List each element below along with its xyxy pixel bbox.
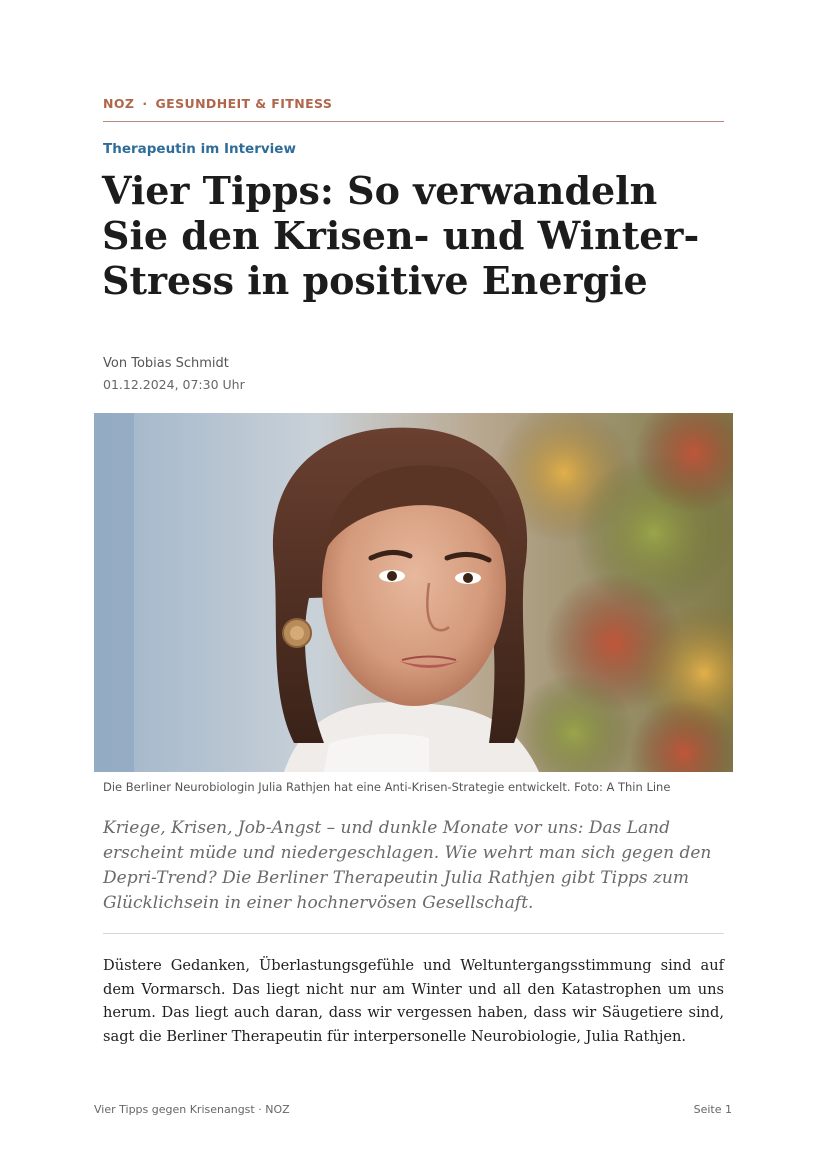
article-author: Von Tobias Schmidt: [103, 356, 229, 371]
footer-title: Vier Tipps gegen Krisenangst · NOZ: [94, 1103, 290, 1116]
lead-divider: [103, 933, 724, 934]
article-headline: Vier Tipps: So verwandeln Sie den Krisen- und Winter-Stress in positive Energie: [102, 168, 700, 303]
header-divider: [103, 121, 724, 122]
article-kicker: Therapeutin im Interview: [103, 141, 296, 157]
article-body: Düstere Gedanken, Überlastungsgefühle und Weltuntergangsstimmung sind auf dem Vormarsch. Das liegt nicht nur am Winter und all den Katastrophen um uns herum. Das liegt auch daran, dass wir vergessen haben, dass wir Säugetiere sind, sagt die Berliner Therapeutin für interpersonelle Neurobiologie, Julia Rathjen.: [103, 957, 724, 1045]
brand-label[interactable]: NOZ: [103, 96, 135, 111]
article-date: 01.12.2024, 07:30 Uhr: [103, 377, 245, 392]
section-header: [103, 96, 724, 111]
photo-caption: Die Berliner Neurobiologin Julia Rathjen hat eine Anti-Krisen-Strategie entwickelt. Foto: A Thin Line: [103, 780, 671, 794]
article-photo: [94, 413, 733, 772]
category-label[interactable]: GESUNDHEIT & FITNESS: [155, 96, 333, 111]
separator-dot: ·: [142, 96, 148, 111]
page-number: Seite 1: [693, 1103, 732, 1116]
article-lead: Kriege, Krisen, Job-Angst – und dunkle Monate vor uns: Das Land erscheint müde und niedergeschlagen. Wie wehrt man sich gegen den Depri-Trend? Die Berliner Therapeutin Julia Rathjen gibt Tipps zum Glücklichsein in einer hochnervösen Gesellschaft.: [103, 818, 712, 913]
portrait-illustration: [94, 413, 733, 772]
